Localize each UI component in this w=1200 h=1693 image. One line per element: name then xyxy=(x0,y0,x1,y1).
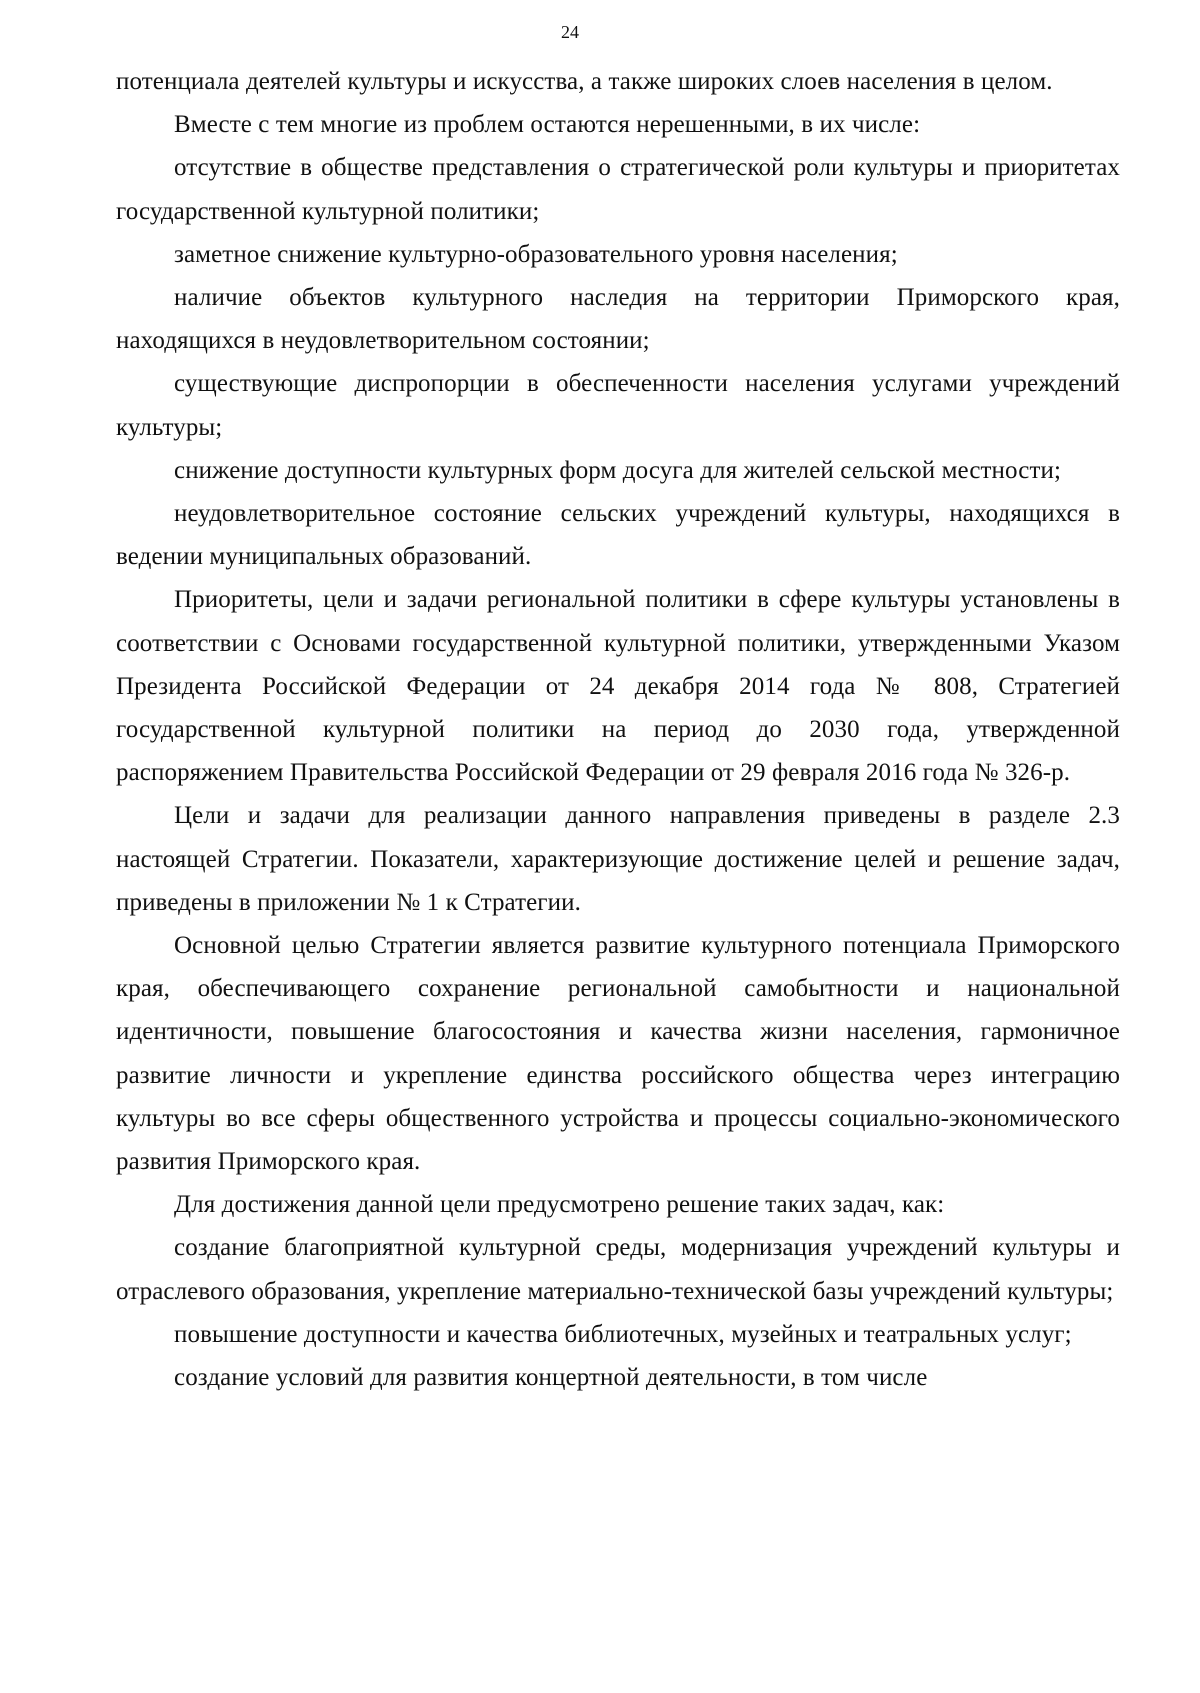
list-item: снижение доступности культурных форм досуга для жителей сельской местности; xyxy=(174,456,1062,484)
list-item: существующие диспропорции в обеспеченности населения услугами учреждений культуры; xyxy=(116,370,1120,441)
list-item: заметное снижение культурно-образовательного уровня населения; xyxy=(174,240,898,268)
body-text xyxy=(116,60,1120,1399)
paragraph: Вместе с тем многие из проблем остаются нерешенными, в их числе: xyxy=(174,111,921,139)
list-item: отсутствие в обществе представления о стратегической роли культуры и приоритетах государственной культурной политики; xyxy=(116,154,1120,225)
list-item: создание благоприятной культурной среды, модернизация учреждений культуры и отраслевого образования, укрепление материально-технической базы учреждений культуры; xyxy=(116,1234,1120,1305)
list-item: создание условий для развития концертной деятельности, в том числе xyxy=(174,1364,928,1392)
paragraph: Для достижения данной цели предусмотрено решение таких задач, как: xyxy=(174,1191,945,1219)
paragraph: Цели и задачи для реализации данного направления приведены в разделе 2.3 настоящей Стратегии. Показатели, характеризующие достижение целей и решение задач, приведены в приложении № 1 к Стратегии. xyxy=(116,802,1120,916)
list-item: наличие объектов культурного наследия на территории Приморского края, находящихся в неудовлетворительном состоянии; xyxy=(116,284,1120,355)
paragraph: Приоритеты, цели и задачи региональной политики в сфере культуры установлены в соответствии с Основами государственной культурной политики, утвержденными Указом Президента Российской Федерации от 24 декабря 2014 года № 808, Стратегией государственной культурной политики на период до 2030 года, утвержденной распоряжением Правительства Российской Федерации от 29 февраля 2016 года № 326-р. xyxy=(116,586,1120,787)
paragraph: Основной целью Стратегии является развитие культурного потенциала Приморского края, обеспечивающего сохранение региональной самобытности и национальной идентичности, повышение благосостояния и качества жизни населения, гармоничное развитие личности и укрепление единства российского общества через интеграцию культуры во все сферы общественного устройства и процессы социально-экономического развития Приморского края. xyxy=(116,932,1120,1176)
paragraph: потенциала деятелей культуры и искусства, а также широких слоев населения в целом. xyxy=(116,68,1053,95)
list-item: неудовлетворительное состояние сельских учреждений культуры, находящихся в ведении муниципальных образований. xyxy=(116,500,1120,571)
page-number: 24 xyxy=(561,22,579,42)
list-item: повышение доступности и качества библиотечных, музейных и театральных услуг; xyxy=(174,1320,1072,1348)
